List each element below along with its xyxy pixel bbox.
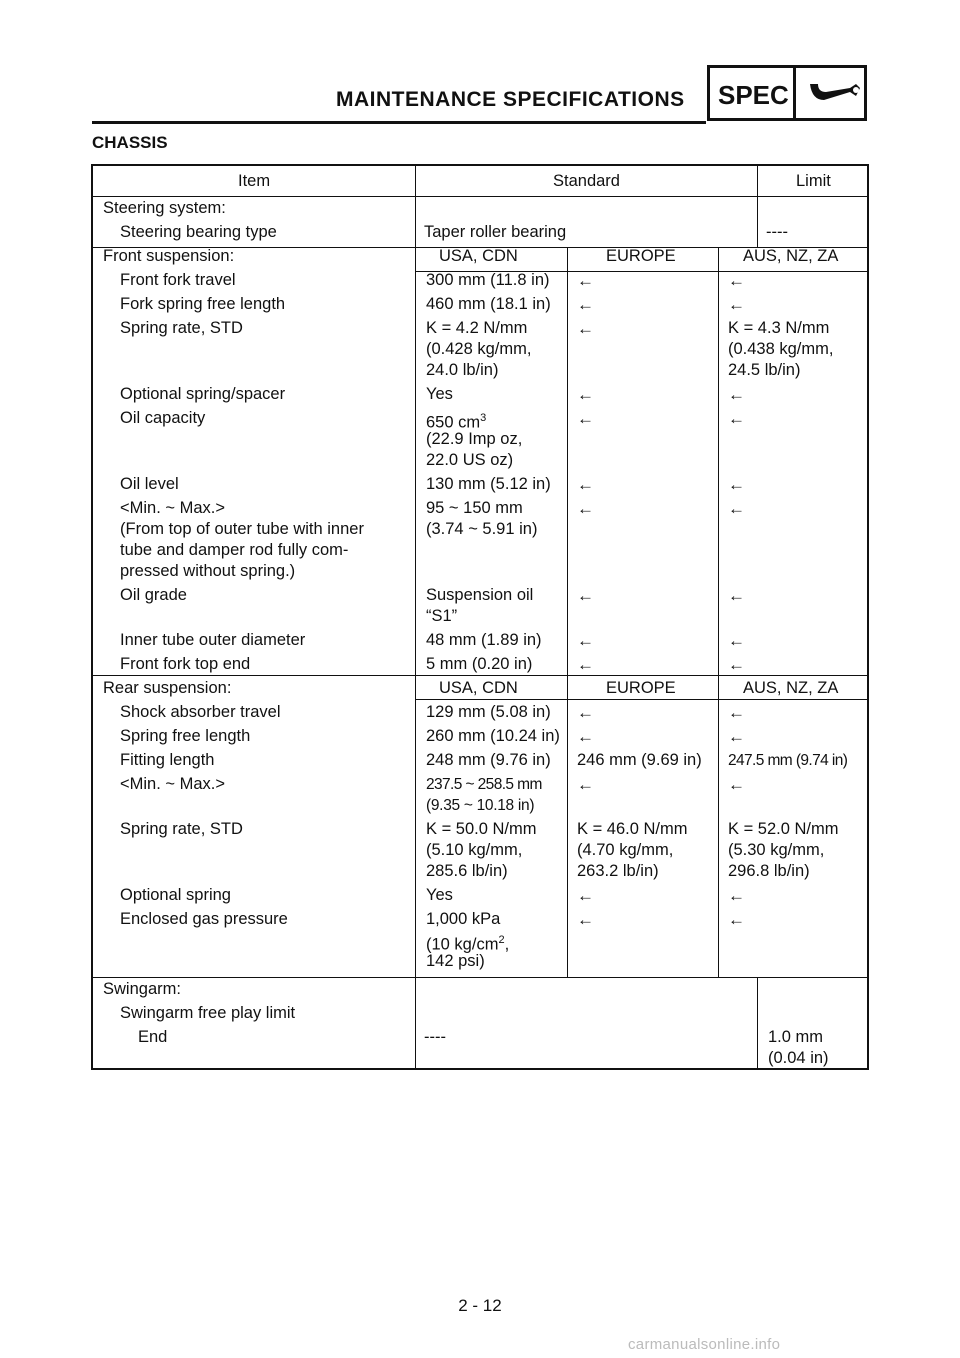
same-as-arrow: ← [728, 775, 745, 794]
spec-badge [707, 65, 867, 121]
front-oil-capacity-v1: 22.0 US oz) [426, 451, 514, 469]
front-group: Front suspension: [103, 247, 235, 265]
front-spring-rate-v1: 24.0 lb/in) [426, 361, 499, 379]
swingarm-end-label: End [138, 1028, 168, 1046]
superscript: 2 [498, 934, 505, 946]
rear-gas-label: Enclosed gas pressure [120, 910, 288, 928]
steering-bearing-label: Steering bearing type [120, 223, 277, 241]
rear-fitting-label: Fitting length [120, 751, 215, 769]
row-rule [415, 699, 869, 700]
spec-badge-divider [793, 68, 796, 118]
rear-spring-rate-v3: 296.8 lb/in) [728, 862, 810, 880]
rear-spring-rate-v3: (5.30 kg/mm, [728, 841, 825, 859]
rear-minmax-label: <Min. ~ Max.> [120, 775, 226, 793]
same-as-arrow: ← [577, 586, 594, 605]
same-as-arrow: ← [728, 727, 745, 746]
swingarm-end-std: ---- [424, 1028, 446, 1046]
steering-group: Steering system: [103, 199, 226, 217]
same-as-arrow: ← [728, 409, 745, 428]
rear-region-3: AUS, NZ, ZA [743, 679, 839, 697]
front-minmax-label: <Min. ~ Max.> [120, 499, 226, 517]
front-inner-tube-v1: 48 mm (1.89 in) [426, 631, 542, 649]
row-rule [93, 977, 869, 978]
rear-spring-rate-v1: 285.6 lb/in) [426, 862, 508, 880]
rear-fitting-v2: 246 mm (9.69 in) [577, 751, 702, 769]
col-divider-region1-rear [567, 675, 568, 977]
superscript: 3 [480, 412, 487, 424]
gas-comma: , [504, 935, 510, 954]
chassis-spec-table [91, 164, 869, 1070]
col-divider-limit-swingarm [757, 977, 758, 1070]
same-as-arrow: ← [577, 271, 594, 290]
same-as-arrow: ← [728, 631, 745, 650]
rear-spring-rate-v2: K = 46.0 N/mm [577, 820, 688, 838]
front-spring-free-v1: 460 mm (18.1 in) [426, 295, 551, 313]
same-as-arrow: ← [728, 655, 745, 674]
rear-spring-rate-v3: K = 52.0 N/mm [728, 820, 839, 838]
steering-bearing-value: Taper roller bearing [424, 223, 567, 241]
oil-capacity-value: 650 cm [426, 413, 481, 432]
front-minmax-label: tube and damper rod fully com- [120, 541, 349, 559]
same-as-arrow: ← [577, 409, 594, 428]
rear-spring-rate-label: Spring rate, STD [120, 820, 243, 838]
gas-value: (10 kg/cm [426, 935, 499, 954]
same-as-arrow: ← [577, 499, 594, 518]
wrench-icon [806, 78, 862, 108]
same-as-arrow: ← [577, 319, 594, 338]
header-rule [92, 121, 706, 124]
rear-minmax-v1: (9.35 ~ 10.18 in) [426, 797, 535, 814]
front-spring-rate-v3: K = 4.3 N/mm [728, 319, 830, 337]
same-as-arrow: ← [728, 586, 745, 605]
col-divider-region2-front [718, 247, 719, 675]
rear-group: Rear suspension: [103, 679, 232, 697]
front-minmax-label: (From top of outer tube with inner [120, 520, 364, 538]
front-spring-rate-v1: K = 4.2 N/mm [426, 319, 528, 337]
row-rule [93, 196, 869, 197]
rear-spring-rate-v1: (5.10 kg/mm, [426, 841, 523, 859]
front-region-1: USA, CDN [439, 247, 518, 265]
col-header-limit: Limit [796, 172, 831, 190]
front-oil-capacity-label: Oil capacity [120, 409, 206, 427]
front-travel-v1: 300 mm (11.8 in) [426, 271, 550, 289]
swingarm-limit-label: Swingarm free play limit [120, 1004, 296, 1022]
col-divider-region2-rear [718, 675, 719, 977]
front-optional-v1: Yes [426, 385, 453, 403]
same-as-arrow: ← [728, 271, 745, 290]
front-oil-level-v1: 130 mm (5.12 in) [426, 475, 551, 493]
front-oil-grade-v1: Suspension oil [426, 586, 534, 604]
rear-spring-rate-v2: 263.2 lb/in) [577, 862, 659, 880]
same-as-arrow: ← [728, 499, 745, 518]
front-oil-capacity-v1: (22.9 Imp oz, [426, 430, 523, 448]
swingarm-group: Swingarm: [103, 980, 181, 998]
same-as-arrow: ← [728, 385, 745, 404]
front-top-end-label: Front fork top end [120, 655, 251, 673]
same-as-arrow: ← [577, 910, 594, 929]
section-title: CHASSIS [92, 133, 168, 152]
same-as-arrow: ← [577, 703, 594, 722]
swingarm-end-limit: (0.04 in) [768, 1049, 829, 1067]
swingarm-end-limit: 1.0 mm [768, 1028, 824, 1046]
same-as-arrow: ← [577, 385, 594, 404]
rear-minmax-v1: 237.5 ~ 258.5 mm [426, 776, 542, 793]
front-top-end-v1: 5 mm (0.20 in) [426, 655, 533, 673]
rear-gas-v1: 142 psi) [426, 952, 485, 970]
front-oil-grade-label: Oil grade [120, 586, 187, 604]
rear-shock-travel-v1: 129 mm (5.08 in) [426, 703, 551, 721]
same-as-arrow: ← [577, 727, 594, 746]
front-spring-rate-v1: (0.428 kg/mm, [426, 340, 532, 358]
col-divider-item [415, 166, 416, 1070]
same-as-arrow: ← [577, 475, 594, 494]
same-as-arrow: ← [728, 703, 745, 722]
front-spring-rate-v3: 24.5 lb/in) [728, 361, 801, 379]
same-as-arrow: ← [728, 295, 745, 314]
same-as-arrow: ← [577, 295, 594, 314]
front-optional-label: Optional spring/spacer [120, 385, 286, 403]
row-rule [93, 675, 869, 676]
same-as-arrow: ← [577, 886, 594, 905]
watermark: carmanualsonline.info [628, 1336, 781, 1353]
col-header-standard: Standard [553, 172, 620, 190]
spec-badge-label: SPEC [718, 80, 789, 110]
page-number: 2 - 12 [458, 1296, 502, 1315]
same-as-arrow: ← [577, 631, 594, 650]
rear-fitting-v3: 247.5 mm (9.74 in) [728, 752, 848, 769]
rear-fitting-v1: 248 mm (9.76 in) [426, 751, 551, 769]
rear-spring-rate-v2: (4.70 kg/mm, [577, 841, 674, 859]
same-as-arrow: ← [728, 475, 745, 494]
page-title: MAINTENANCE SPECIFICATIONS [336, 88, 685, 111]
front-spring-free-label: Fork spring free length [120, 295, 286, 313]
same-as-arrow: ← [577, 655, 594, 674]
steering-bearing-limit: ---- [766, 223, 788, 241]
rear-region-2: EUROPE [606, 679, 676, 697]
front-travel-label: Front fork travel [120, 271, 236, 289]
front-region-2: EUROPE [606, 247, 676, 265]
front-minmax-v1: 95 ~ 150 mm [426, 499, 523, 517]
same-as-arrow: ← [577, 775, 594, 794]
front-oil-level-label: Oil level [120, 475, 179, 493]
front-spring-rate-v3: (0.438 kg/mm, [728, 340, 834, 358]
same-as-arrow: ← [728, 886, 745, 905]
rear-spring-free-label: Spring free length [120, 727, 251, 745]
col-divider-region1-front [567, 247, 568, 675]
front-minmax-v1: (3.74 ~ 5.91 in) [426, 520, 538, 538]
front-oil-grade-v1: “S1” [426, 607, 458, 625]
rear-region-1: USA, CDN [439, 679, 518, 697]
rear-spring-rate-v1: K = 50.0 N/mm [426, 820, 537, 838]
front-region-3: AUS, NZ, ZA [743, 247, 839, 265]
front-spring-rate-label: Spring rate, STD [120, 319, 243, 337]
col-divider-limit-top [757, 166, 758, 247]
front-inner-tube-label: Inner tube outer diameter [120, 631, 306, 649]
rear-gas-v1: 1,000 kPa [426, 910, 501, 928]
rear-optional-label: Optional spring [120, 886, 231, 904]
rear-optional-v1: Yes [426, 886, 453, 904]
rear-shock-travel-label: Shock absorber travel [120, 703, 281, 721]
rear-spring-free-v1: 260 mm (10.24 in) [426, 727, 560, 745]
same-as-arrow: ← [728, 910, 745, 929]
col-header-item: Item [238, 172, 271, 190]
front-minmax-label: pressed without spring.) [120, 562, 296, 580]
